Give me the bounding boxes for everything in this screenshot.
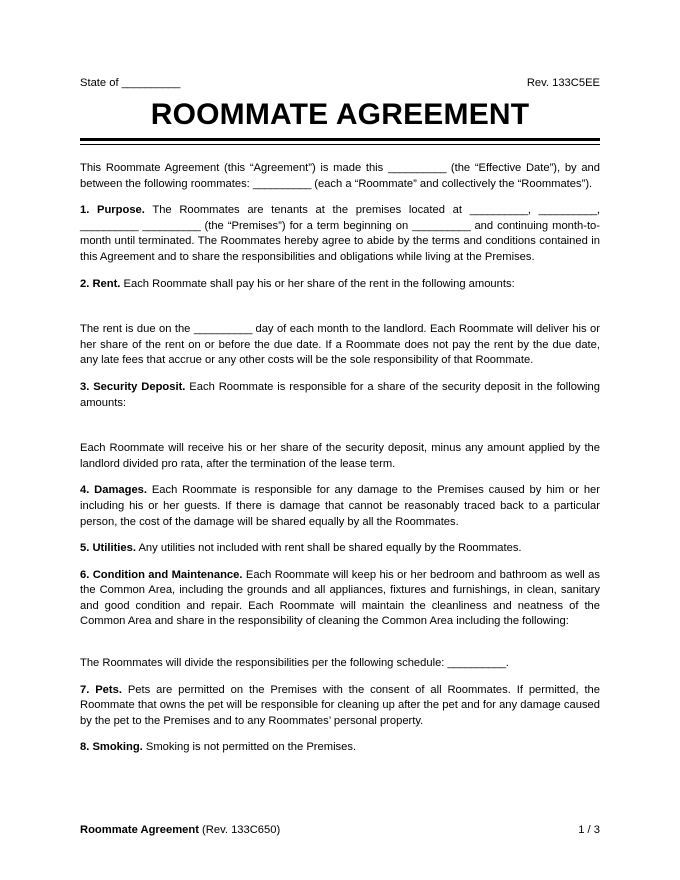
footer-revision: (Rev. 133C650) — [198, 824, 281, 836]
section-1-text-1: The Roommates are tenants at the premises located at — [144, 204, 470, 217]
section-1-blank-4: __________ — [142, 219, 201, 232]
section-6-blank-schedule: __________ — [447, 657, 506, 670]
section-6-followup-text-2: . — [505, 657, 509, 670]
document-body — [80, 161, 600, 756]
section-4-damages — [80, 483, 600, 530]
section-3-followup — [80, 441, 600, 472]
section-6-followup-text-1: The Roommates will divide the responsibilities per the following schedule: — [80, 657, 448, 670]
state-of-blank: __________ — [121, 77, 180, 89]
section-3-fill-area — [80, 411, 600, 441]
section-1-blank-2: __________ — [538, 204, 597, 217]
section-1-purpose — [80, 203, 600, 265]
section-6-fill-area — [80, 630, 600, 656]
intro-blank-effective-date: __________ — [387, 162, 447, 174]
section-4-text-1: Each Roommate is responsible for any damage to the Premises caused by him or her including his or her guests. If there is damage that cannot be reasonably traced back to a particular person, the cost of the damage will be shared equally by all the Roommates. — [80, 484, 600, 528]
section-6-heading: 6. Condition and Maintenance. — [80, 568, 243, 581]
section-3-heading: 3. Security Deposit. — [80, 380, 186, 393]
intro-text-2: (the “Effective Date”), by and between the following roommates: — [80, 162, 600, 190]
section-2-heading: 2. Rent. — [80, 277, 121, 290]
page-title: ROOMMATE AGREEMENT — [150, 98, 530, 131]
section-7-pets — [80, 683, 600, 730]
section-1-heading: 1. Purpose. — [80, 204, 145, 217]
section-5-utilities — [80, 541, 600, 557]
section-2-followup-text-2: day of each month to the landlord. Each Roommate will deliver his or her share of the rent on or before the due date. If a Roommate does not pay the rent by the due date, any late fees that accrue or any other costs will be the sole responsibility of that Roommate. — [80, 323, 600, 367]
section-2-fill-area — [80, 292, 600, 322]
header-revision: Rev. 133C5EE — [526, 77, 600, 89]
section-5-heading: 5. Utilities. — [80, 542, 136, 555]
section-1-text-3: , — [596, 204, 600, 217]
state-of-label: State of — [80, 77, 122, 89]
section-7-text-1: Pets are permitted on the Premises with the consent of all Roommates. If permitted, the Roommate that owns the pet will be responsible for cleaning up after the pet and for any damage caused by the pet to the Premises and to any Roommates’ personal property. — [80, 683, 600, 727]
footer-doc-name: Roommate Agreement — [80, 824, 199, 836]
section-2-text-1: Each Roommate shall pay his or her share of the rent in the following amounts: — [120, 277, 515, 290]
section-1-blank-3: __________ — [80, 219, 139, 232]
state-of-field — [80, 76, 180, 90]
section-2-followup — [80, 322, 600, 369]
section-8-heading: 8. Smoking. — [80, 741, 143, 754]
section-6-condition-and-maintenance — [80, 568, 600, 630]
section-1-text-6: and continuing month-to-month until terminated. The Roommates hereby agree to abide by the terms and conditions contained in this Agreement and to share the responsibilities and obligations while living at the Premises. — [80, 219, 601, 263]
footer-page-number: 1 / 3 — [578, 824, 600, 836]
section-6-followup — [80, 656, 600, 672]
section-1-text-5: (the “Premises”) for a term beginning on — [200, 219, 413, 232]
section-2-blank-due-day: __________ — [193, 323, 253, 336]
section-1-blank-1: __________ — [469, 204, 528, 217]
page-header — [80, 76, 600, 90]
section-2-followup-text-1: The rent is due on the — [80, 323, 194, 336]
section-6-text-1: Each Roommate will keep his or her bedroom and bathroom as well as the Common Area, including the grounds and all appliances, fixtures and furnishings, in clean, sanitary and good condition and repair. Each Roommate will maintain the cleanliness and neatness of the Common Area and share in the responsibility of cleaning the Common Area including the following: — [80, 568, 600, 628]
section-5-text-1: Any utilities not included with rent shall be shared equally by the Roommates. — [135, 542, 522, 555]
intro-text-1: This Roommate Agreement (this “Agreement”) is made this — [80, 162, 388, 174]
section-3-text-1: Each Roommate is responsible for a share of the security deposit in the following amounts: — [80, 380, 600, 409]
section-4-heading: 4. Damages. — [80, 484, 148, 497]
title-divider — [80, 138, 600, 145]
intro-blank-roommates: __________ — [252, 177, 312, 190]
intro-paragraph — [80, 161, 600, 192]
section-3-security-deposit — [80, 380, 600, 411]
page-footer — [80, 823, 600, 838]
section-3-followup-text-1: Each Roommate will receive his or her share of the security deposit, minus any amount applied by the landlord divided pro rata, after the termination of the lease term. — [80, 442, 600, 470]
section-1-text-2: , — [527, 204, 539, 217]
section-1-blank-5: __________ — [412, 219, 471, 232]
section-7-heading: 7. Pets. — [80, 683, 122, 696]
section-2-rent — [80, 277, 600, 293]
section-8-smoking — [80, 740, 600, 756]
footer-document-label — [80, 823, 280, 838]
section-8-text-1: Smoking is not permitted on the Premises. — [142, 741, 357, 754]
intro-text-3: (each a “Roommate” and collectively the “Roommates”). — [311, 177, 593, 190]
